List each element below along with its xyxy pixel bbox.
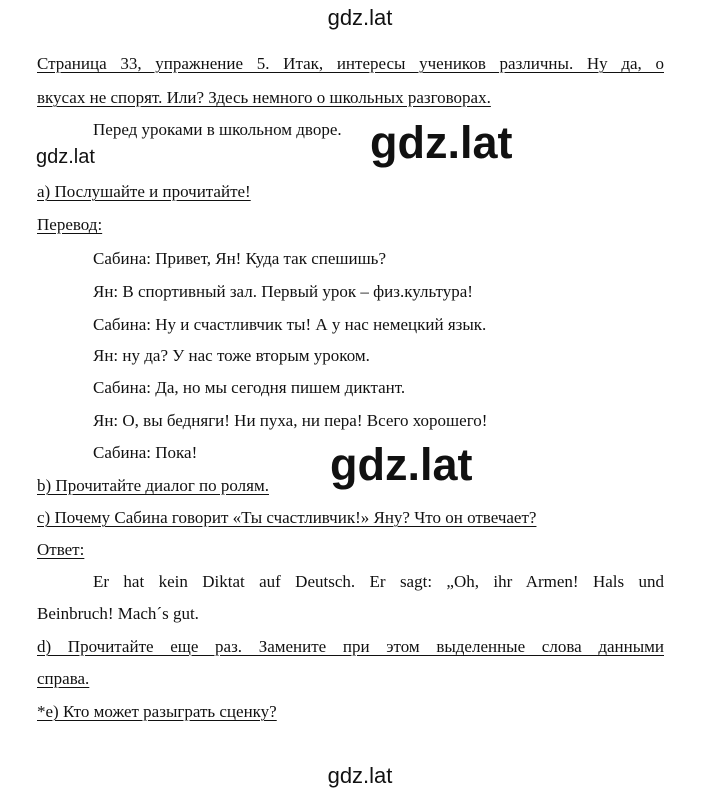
dialogue-line: Ян: В спортивный зал. Первый урок – физ.культура! (93, 282, 473, 301)
intro-line: Перед уроками в школьном дворе. (93, 120, 342, 139)
task-e: *e) Кто может разыграть сценку? (37, 702, 277, 721)
header-line-1: Страница 33, упражнение 5. Итак, интересы учеников различны. Ну да, о (37, 54, 664, 73)
watermark-big-2: gdz.lat (330, 439, 473, 490)
task-b: b) Прочитайте диалог по ролям. (37, 476, 269, 495)
dialogue-line: Ян: ну да? У нас тоже вторым уроком. (93, 346, 370, 365)
translation-label: Перевод: (37, 215, 103, 234)
dialogue-line: Сабина: Да, но мы сегодня пишем диктант. (93, 378, 406, 397)
task-c: c) Почему Сабина говорит «Ты счастливчик!» Яну? Что он отвечает? (37, 508, 537, 527)
task-d-line-1: d) Прочитайте еще раз. Замените при этом выделенные слова данными (37, 637, 664, 656)
dialogue-line: Ян: О, вы бедняги! Ни пуха, ни пера! Всего хорошего! (93, 411, 488, 430)
watermark-big-1: gdz.lat (370, 117, 513, 168)
answer-label: Ответ: (37, 540, 85, 559)
dialogue-line: Сабина: Привет, Ян! Куда так спешишь? (93, 249, 386, 268)
task-a: а) Послушайте и прочитайте! (37, 182, 251, 201)
watermark-small: gdz.lat (36, 146, 95, 168)
task-d-line-2: справа. (37, 669, 90, 688)
dialogue-line: Сабина: Пока! (93, 443, 198, 462)
watermark-bottom: gdz.lat (327, 763, 393, 788)
answer-line-1: Er hat kein Diktat auf Deutsch. Er sagt: „Oh, ihr Armen! Hals und (93, 572, 664, 591)
dialogue-line: Сабина: Ну и счастливчик ты! А у нас немецкий язык. (93, 315, 487, 334)
watermark-top: gdz.lat (327, 5, 393, 30)
answer-line-2: Beinbruch! Mach´s gut. (37, 604, 199, 623)
header-line-2: вкусах не спорят. Или? Здесь немного о школьных разговорах. (37, 88, 491, 107)
